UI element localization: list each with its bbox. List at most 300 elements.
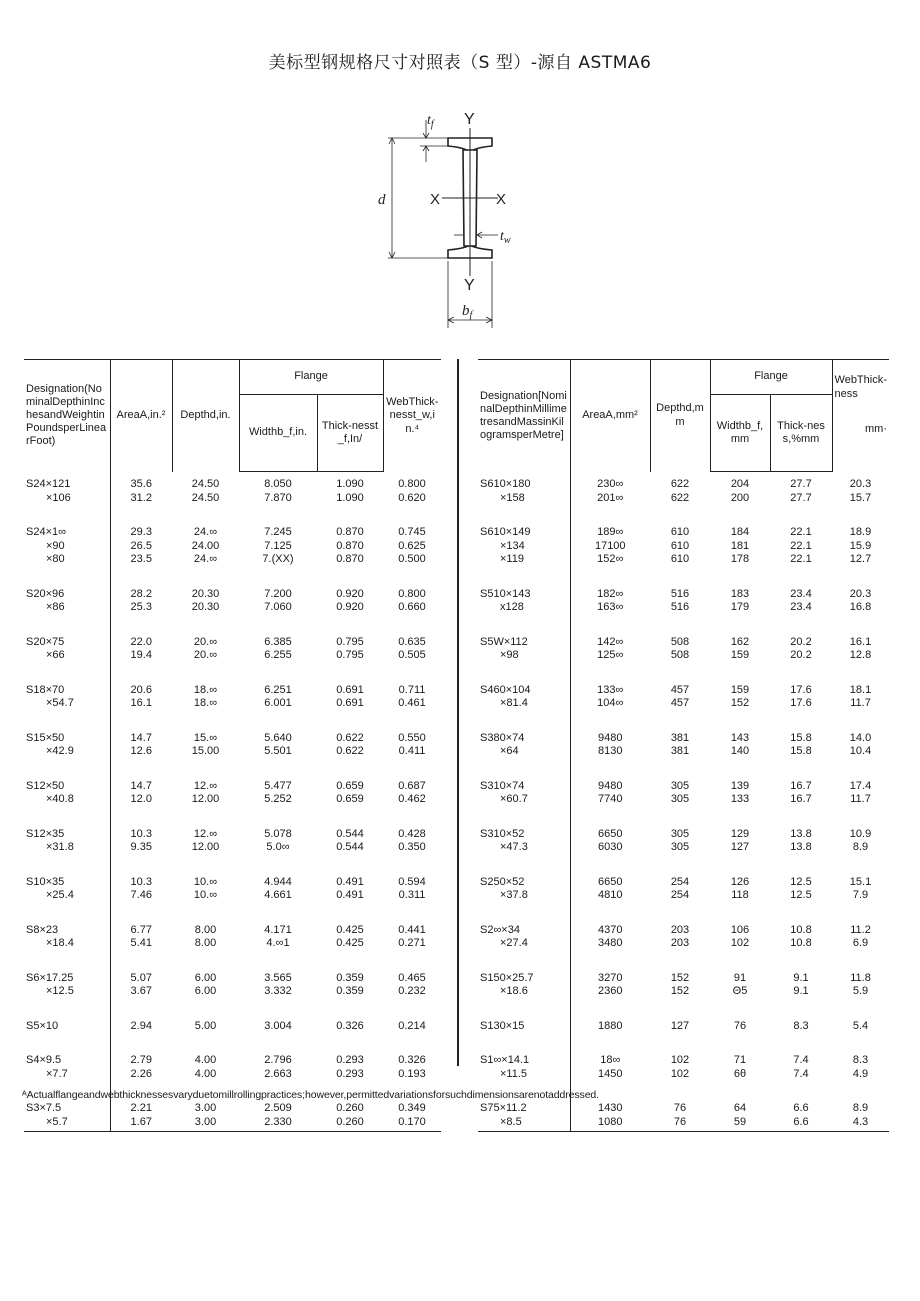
value-cell: 0.920 xyxy=(336,587,364,600)
value-cell: 24.∞ xyxy=(193,526,218,538)
value-cell: 3270 xyxy=(570,966,650,986)
value-cell: 159 xyxy=(730,683,750,696)
value-cell: 13.8 xyxy=(790,841,812,853)
value-cell: 200 xyxy=(730,491,750,504)
value-cell: 0.425 xyxy=(336,923,364,936)
value-cell: 11.7 xyxy=(850,793,871,805)
table-row xyxy=(24,841,441,870)
value-cell: 20.6 xyxy=(110,678,172,698)
col-header-flange-width: Widthb_f,in. xyxy=(239,395,317,472)
value-cell: 3.00 xyxy=(172,1116,239,1132)
value-cell: 12.00 xyxy=(191,793,220,805)
value-cell: 9480 xyxy=(570,726,650,746)
table-row xyxy=(478,1014,889,1049)
value-cell: 204 xyxy=(730,478,750,490)
value-cell: 17.6 xyxy=(790,697,812,709)
value-cell: 3.00 xyxy=(194,1102,217,1114)
y-axis-bottom-label: Y xyxy=(464,277,475,294)
value-cell: 0.544 xyxy=(336,827,364,840)
table-divider xyxy=(457,359,459,1066)
col-header-designation: Designation(NominalDepthinInchesandWeightinPoundsperLinearFoot) xyxy=(24,360,110,472)
value-cell: 5.9 xyxy=(852,985,869,997)
value-cell: 610 xyxy=(670,526,690,538)
value-cell: 20.30 xyxy=(191,587,220,600)
designation-cell xyxy=(478,601,570,630)
value-cell: 23.4 xyxy=(790,601,812,613)
designation-text: ×7.7 xyxy=(46,1067,68,1080)
value-cell: 0.461 xyxy=(398,697,426,709)
footnote: ᴬActualflangeandwebthicknessesvaryduetomillrollingpractices;however,permittedvariationsforsuchdimensionsarenotaddressed. xyxy=(22,1089,599,1101)
table-row xyxy=(478,582,889,602)
designation-text: S150×25.7 xyxy=(480,971,534,984)
value-cell: 12.00 xyxy=(191,841,220,853)
value-cell: 0.550 xyxy=(398,731,426,744)
table-row xyxy=(478,966,889,986)
value-cell: 3.67 xyxy=(110,985,172,1014)
value-cell: 0.687 xyxy=(398,779,426,792)
value-cell: 0.170 xyxy=(383,1116,441,1132)
value-cell: 230∞ xyxy=(570,472,650,492)
value-cell: 18.1 xyxy=(849,683,872,696)
value-cell: 16.8 xyxy=(849,601,872,613)
value-cell: 5.4 xyxy=(852,1019,869,1032)
value-cell: 5.00 xyxy=(194,1019,217,1032)
value-cell: 14.7 xyxy=(110,774,172,794)
value-cell: 610 xyxy=(670,539,690,552)
value-cell: 11.2 xyxy=(850,923,871,936)
value-cell: 508 xyxy=(670,649,690,661)
value-cell: 29.3 xyxy=(110,520,172,540)
value-cell: 22.1 xyxy=(790,539,812,552)
value-cell: 2.79 xyxy=(110,1048,172,1068)
value-cell: 15.7 xyxy=(849,491,872,504)
designation-text: ×37.8 xyxy=(500,889,528,901)
value-cell: 10.4 xyxy=(849,745,872,757)
designation-text: ×18.4 xyxy=(46,937,74,949)
value-cell: 5.0∞ xyxy=(266,841,290,853)
value-cell: Θ5 xyxy=(732,985,748,997)
designation-text: ×12.5 xyxy=(46,985,74,997)
value-cell: 31.2 xyxy=(110,492,172,521)
value-cell: 163∞ xyxy=(570,601,650,630)
designation-text: ×90 xyxy=(46,539,65,552)
x-axis-left-label: X xyxy=(430,191,441,208)
value-cell: 27.7 xyxy=(790,478,812,490)
designation-text: ×98 xyxy=(500,649,519,661)
table-row xyxy=(24,540,441,554)
value-cell: 152∞ xyxy=(570,553,650,582)
value-cell: 203 xyxy=(670,923,690,936)
value-cell: 20.∞ xyxy=(193,649,218,661)
value-cell: 508 xyxy=(670,635,690,648)
table-row xyxy=(478,553,889,582)
tw-label: $t_w$ xyxy=(500,229,511,246)
designation-cell xyxy=(24,649,110,678)
designation-text: ×40.8 xyxy=(46,793,74,805)
value-cell: 2.94 xyxy=(110,1014,172,1049)
value-cell: 0.622 xyxy=(336,731,364,744)
value-cell: 12.∞ xyxy=(193,827,218,840)
value-cell: 0.870 xyxy=(336,526,364,538)
designation-cell xyxy=(24,582,110,602)
value-cell: 201∞ xyxy=(570,492,650,521)
col-header-area: AreaA,in.² xyxy=(110,360,172,472)
value-cell: 305 xyxy=(670,841,690,853)
table-row xyxy=(24,937,441,966)
value-cell: 23.5 xyxy=(110,553,172,582)
value-cell: 516 xyxy=(670,601,690,613)
col-header-depth-metric: Depthd,mm xyxy=(650,360,710,472)
value-cell: 14.0 xyxy=(849,731,872,744)
designation-cell xyxy=(24,630,110,650)
value-cell: 10.∞ xyxy=(193,889,218,901)
value-cell: 9.35 xyxy=(110,841,172,870)
value-cell: 0.745 xyxy=(398,526,426,538)
designation-cell xyxy=(24,678,110,698)
table-row xyxy=(24,745,441,774)
value-cell: 6.00 xyxy=(194,971,217,984)
designation-text: S12×35 xyxy=(26,827,65,840)
table-row xyxy=(24,630,441,650)
col-header-flange: Flange xyxy=(239,360,383,395)
designation-text: S250×52 xyxy=(480,875,525,888)
value-cell: 0.326 xyxy=(398,1054,426,1066)
designation-cell xyxy=(478,774,570,794)
col-header-flange-thickness-metric: Thick-ness,%mm xyxy=(770,395,832,472)
designation-cell xyxy=(24,1116,110,1132)
designation-text: S20×75 xyxy=(26,635,65,648)
designation-text: S20×96 xyxy=(26,587,65,600)
value-cell: 622 xyxy=(670,477,690,490)
designation-cell xyxy=(478,966,570,986)
value-cell: 6θ xyxy=(733,1067,747,1080)
designation-text: S18×70 xyxy=(26,683,65,696)
value-cell: 0.620 xyxy=(398,491,426,504)
designation-cell xyxy=(478,678,570,698)
value-cell: 1.67 xyxy=(110,1116,172,1132)
value-cell: 7.4 xyxy=(793,1067,809,1080)
designation-text: S510×143 xyxy=(480,587,531,600)
table-row xyxy=(478,870,889,890)
value-cell: 0.465 xyxy=(398,971,426,984)
value-cell: 139 xyxy=(730,779,750,792)
table-row xyxy=(24,582,441,602)
value-cell: 6.001 xyxy=(264,697,292,709)
value-cell: 0.411 xyxy=(398,745,426,757)
value-cell: 9480 xyxy=(570,774,650,794)
value-cell: 11.8 xyxy=(850,971,871,984)
page-title: 美标型钢规格尺寸对照表（S 型）-源自 ASTMA6 xyxy=(268,53,652,73)
value-cell: 0.326 xyxy=(336,1019,364,1032)
value-cell: 182∞ xyxy=(570,582,650,602)
designation-text: S75×11.2 xyxy=(480,1102,527,1114)
value-cell: 184 xyxy=(730,526,750,538)
designation-text: S5W×112 xyxy=(480,635,528,648)
designation-cell xyxy=(478,472,570,492)
designation-cell xyxy=(478,630,570,650)
value-cell: 0.491 xyxy=(336,889,364,901)
table-row xyxy=(478,745,889,774)
designation-cell xyxy=(478,726,570,746)
col-header-flange-metric: Flange xyxy=(710,360,832,395)
value-cell: 59 xyxy=(710,1116,770,1132)
designation-text: S4×9.5 xyxy=(26,1054,62,1066)
value-cell: 457 xyxy=(670,683,690,696)
designation-cell xyxy=(24,1014,110,1049)
table-row xyxy=(24,649,441,678)
value-cell: 3480 xyxy=(570,937,650,966)
tf-label: $t_f$ xyxy=(427,113,434,130)
value-cell: 15.∞ xyxy=(193,731,218,744)
designation-cell xyxy=(24,822,110,842)
table-row xyxy=(478,678,889,698)
col-header-web-thickness-metric xyxy=(832,360,889,472)
designation-text: ×81.4 xyxy=(500,697,528,709)
table-row xyxy=(24,726,441,746)
table-row xyxy=(478,697,889,726)
value-cell: 152 xyxy=(730,697,750,709)
designation-cell xyxy=(24,492,110,521)
value-cell: 12.0 xyxy=(110,793,172,822)
value-cell: 4.∞1 xyxy=(266,937,290,949)
value-cell: 179 xyxy=(730,601,750,613)
value-cell: 15.00 xyxy=(191,745,220,757)
designation-text: ×47.3 xyxy=(500,841,528,853)
table-row xyxy=(24,985,441,1014)
designation-cell xyxy=(24,540,110,554)
value-cell: 0.214 xyxy=(398,1019,426,1032)
value-cell: 152 xyxy=(670,985,690,997)
designation-cell xyxy=(24,1048,110,1068)
table-row xyxy=(478,492,889,521)
value-cell: 7.125 xyxy=(264,539,292,552)
value-cell: 10.∞ xyxy=(193,875,218,888)
bf-label: $b_f$ xyxy=(462,303,473,321)
value-cell: 64 xyxy=(733,1102,747,1114)
designation-cell xyxy=(478,540,570,554)
value-cell: 8.00 xyxy=(194,937,217,949)
value-cell: 9.1 xyxy=(793,971,809,984)
value-cell: 4.661 xyxy=(264,889,292,901)
value-cell: 7.870 xyxy=(264,491,292,504)
value-cell: 16.1 xyxy=(110,697,172,726)
value-cell: 0.311 xyxy=(398,889,426,901)
value-cell: 1430 xyxy=(570,1096,650,1116)
value-cell: 4.3 xyxy=(832,1116,889,1132)
designation-cell xyxy=(478,841,570,870)
value-cell: 7740 xyxy=(570,793,650,822)
value-cell: 6.9 xyxy=(852,937,869,949)
table-row xyxy=(478,649,889,678)
value-cell: 15.8 xyxy=(790,731,812,744)
value-cell: 0.544 xyxy=(336,841,364,853)
table-row xyxy=(24,822,441,842)
table-row xyxy=(478,774,889,794)
value-cell: 0.594 xyxy=(398,875,426,888)
value-cell: 10.8 xyxy=(790,937,812,949)
designation-cell xyxy=(478,520,570,540)
value-cell: 0.428 xyxy=(398,827,426,840)
designation-text: ×119 xyxy=(500,553,524,565)
value-cell: 125∞ xyxy=(570,649,650,678)
value-cell: 0.462 xyxy=(398,793,426,805)
value-cell: 142∞ xyxy=(570,630,650,650)
table-row xyxy=(478,726,889,746)
value-cell: 181 xyxy=(730,539,750,552)
value-cell: 140 xyxy=(730,745,750,757)
value-cell: 305 xyxy=(670,793,690,805)
value-cell: 0.491 xyxy=(336,875,364,888)
designation-cell xyxy=(24,745,110,774)
value-cell: 7.46 xyxy=(110,889,172,918)
designation-cell xyxy=(478,937,570,966)
designation-cell xyxy=(24,553,110,582)
value-cell: 5.252 xyxy=(264,793,292,805)
table-row xyxy=(478,822,889,842)
value-cell: 0.260 xyxy=(317,1116,383,1132)
value-cell: 15.8 xyxy=(790,745,812,757)
table-row xyxy=(478,520,889,540)
designation-cell xyxy=(24,774,110,794)
value-cell: 622 xyxy=(670,491,690,504)
designation-text: ×86 xyxy=(46,601,65,613)
value-cell: 381 xyxy=(670,745,690,757)
designation-cell xyxy=(24,793,110,822)
value-cell: 6.251 xyxy=(264,683,292,696)
y-axis-top-label: Y xyxy=(464,111,475,128)
designation-text: ×54.7 xyxy=(46,697,74,709)
designation-cell xyxy=(478,1048,570,1068)
designation-text: S3×7.5 xyxy=(26,1102,62,1114)
value-cell: 0.293 xyxy=(336,1054,364,1066)
value-cell: 4.9 xyxy=(852,1067,869,1080)
table-row xyxy=(24,774,441,794)
value-cell: 3.332 xyxy=(264,985,292,997)
designation-text: S610×180 xyxy=(480,477,531,490)
designation-text: S380×74 xyxy=(480,731,525,744)
value-cell: 6.77 xyxy=(110,918,172,938)
value-cell: 10.8 xyxy=(790,923,812,936)
designation-cell xyxy=(478,985,570,1014)
value-cell: 27.7 xyxy=(790,491,812,504)
value-cell: 189∞ xyxy=(570,520,650,540)
designation-cell xyxy=(478,918,570,938)
value-cell: 0.193 xyxy=(398,1067,426,1080)
designation-cell xyxy=(24,601,110,630)
value-cell: 19.4 xyxy=(110,649,172,678)
value-cell: 0.870 xyxy=(336,553,364,565)
value-cell: 3.565 xyxy=(264,971,292,984)
value-cell: 610 xyxy=(670,553,690,565)
inch-properties-table xyxy=(24,359,441,1132)
designation-cell xyxy=(478,822,570,842)
table-row xyxy=(478,841,889,870)
table-row xyxy=(478,601,889,630)
value-cell: 23.4 xyxy=(790,587,812,600)
value-cell: 6.00 xyxy=(194,985,217,997)
value-cell: 178 xyxy=(730,553,750,565)
value-cell: 102 xyxy=(670,1054,690,1066)
designation-text: S310×74 xyxy=(480,779,525,792)
value-cell: 133∞ xyxy=(570,678,650,698)
value-cell: 9.1 xyxy=(793,985,809,997)
col-header-web-thickness: WebThick-nesst_w,in.⁴ xyxy=(383,360,441,472)
value-cell: 102 xyxy=(730,937,750,949)
col-header-flange-width-metric: Widthb_f,mm xyxy=(710,395,770,472)
value-cell: 127 xyxy=(730,841,750,853)
designation-text: S8×23 xyxy=(26,923,59,936)
value-cell: 5.078 xyxy=(264,827,292,840)
designation-cell xyxy=(478,870,570,890)
designation-text: S10×35 xyxy=(26,875,65,888)
value-cell: 18.∞ xyxy=(193,683,218,696)
value-cell: 8.9 xyxy=(852,1102,869,1114)
value-cell: 20.30 xyxy=(191,601,220,613)
value-cell: 71 xyxy=(733,1054,747,1066)
value-cell: 102 xyxy=(670,1067,690,1080)
value-cell: 118 xyxy=(731,889,749,901)
value-cell: 20.2 xyxy=(790,649,812,661)
value-cell: 12.∞ xyxy=(193,779,218,792)
value-cell: 143 xyxy=(730,731,750,744)
value-cell: 381 xyxy=(670,731,690,744)
value-cell: 0.920 xyxy=(336,601,364,613)
value-cell: 4.00 xyxy=(194,1067,217,1080)
value-cell: 0.711 xyxy=(398,683,426,696)
value-cell: 18.9 xyxy=(849,526,872,538)
designation-text: S460×104 xyxy=(480,683,531,696)
value-cell: 10.3 xyxy=(110,822,172,842)
designation-text: ×11.5 xyxy=(500,1067,528,1080)
value-cell: 305 xyxy=(670,827,690,840)
value-cell: 4810 xyxy=(570,889,650,918)
value-cell: 8.00 xyxy=(194,923,217,936)
value-cell: 16.7 xyxy=(790,793,812,805)
table-row xyxy=(478,918,889,938)
value-cell: 20.3 xyxy=(849,477,872,490)
value-cell: 5.07 xyxy=(110,966,172,986)
table-row xyxy=(24,472,441,492)
designation-text: S24×121 xyxy=(26,477,71,490)
value-cell: 16.1 xyxy=(849,635,872,648)
designation-text: ×158 xyxy=(500,491,525,504)
value-cell: 0.425 xyxy=(336,937,364,949)
value-cell: 126 xyxy=(730,875,750,888)
value-cell: 24.∞ xyxy=(193,553,218,565)
value-cell: 20.2 xyxy=(790,635,812,648)
designation-text: ×25.4 xyxy=(46,889,74,901)
value-cell: 7.(XX) xyxy=(262,553,294,565)
value-cell: 3.004 xyxy=(264,1019,292,1032)
value-cell: 22.1 xyxy=(790,526,812,538)
value-cell: 129 xyxy=(730,827,750,840)
value-cell: 0.232 xyxy=(398,985,426,997)
value-cell: 457 xyxy=(670,697,690,709)
value-cell: 26.5 xyxy=(110,540,172,554)
table-row xyxy=(478,630,889,650)
designation-cell xyxy=(24,726,110,746)
value-cell: 0.349 xyxy=(398,1102,426,1114)
designation-text: S1∞×14.1 xyxy=(480,1054,530,1066)
designation-cell xyxy=(24,966,110,986)
designation-cell xyxy=(24,697,110,726)
table-row xyxy=(24,601,441,630)
designation-text: ×66 xyxy=(46,649,65,661)
value-cell: 0.293 xyxy=(336,1067,364,1080)
designation-cell xyxy=(24,889,110,918)
value-cell: 12.6 xyxy=(110,745,172,774)
value-cell: 8.9 xyxy=(852,841,869,853)
